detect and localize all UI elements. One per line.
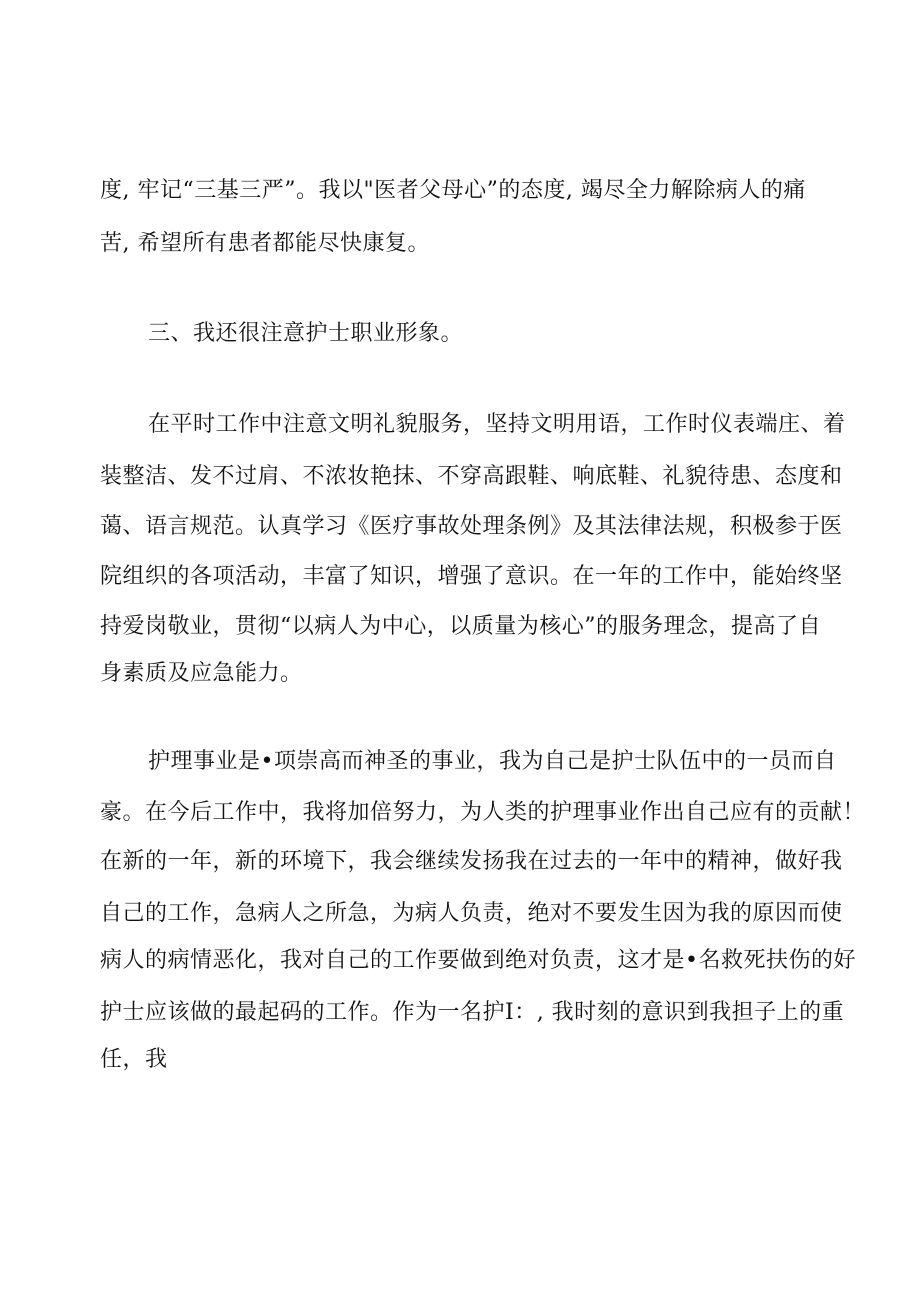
paragraph-3-line-3: 在新的一年，新的环境下，我会继续发扬我在过去的一年中的精神，做好我 <box>100 849 843 874</box>
paragraph-2-line-3: 蔼、语言规范。认真学习《医疗事故处理条例》及其法律法规，积极参于医 <box>100 514 843 539</box>
paragraph-1-line-2: 苦, 希望所有患者都能尽快康复。 <box>100 231 430 256</box>
section-heading-3: 三、我还很注意护士职业形象。 <box>148 321 464 346</box>
paragraph-3-line-6: 护士应该做的最起码的工作。作为一名护I：, 我时刻的意识到我担子上的重 <box>100 1000 845 1025</box>
paragraph-2-line-2: 装整洁、发不过肩、不浓妆艳抹、不穿高跟鞋、响底鞋、礼貌待患、态度和 <box>100 464 843 489</box>
paragraph-1-line-1: 度, 牢记“三基三严”。我以"医者父母心”的态度, 竭尽全力解除病人的痛 <box>100 178 806 203</box>
paragraph-3-line-2: 豪。在今后工作中，我将加倍努力，为人类的护理事业作出自己应有的贡献！ <box>100 800 866 825</box>
paragraph-3-line-7: 任，我 <box>100 1047 168 1072</box>
paragraph-2-line-1: 在平时工作中注意文明礼貌服务，坚持文明用语，工作时仪表端庄、着 <box>148 412 846 437</box>
paragraph-2-line-4: 院组织的各项活动，丰富了知识，增强了意识。在一年的工作中，能始终坚 <box>100 564 843 589</box>
paragraph-2-line-6: 身素质及应急能力。 <box>100 661 303 686</box>
paragraph-3-line-1: 护理事业是•项崇高而神圣的事业，我为自己是护士队伍中的一员而自 <box>148 749 837 774</box>
paragraph-3-line-4: 自己的工作，急病人之所急，为病人负责，绝对不要发生因为我的原因而使 <box>100 901 843 926</box>
paragraph-3-line-5: 病人的病情恶化，我对自己的工作要做到绝对负责，这才是•名救死扶伤的好 <box>100 948 856 973</box>
paragraph-2-line-5: 持爱岗敬业，贯彻“以病人为中心，以质量为核心”的服务理念，提高了自 <box>100 614 821 639</box>
